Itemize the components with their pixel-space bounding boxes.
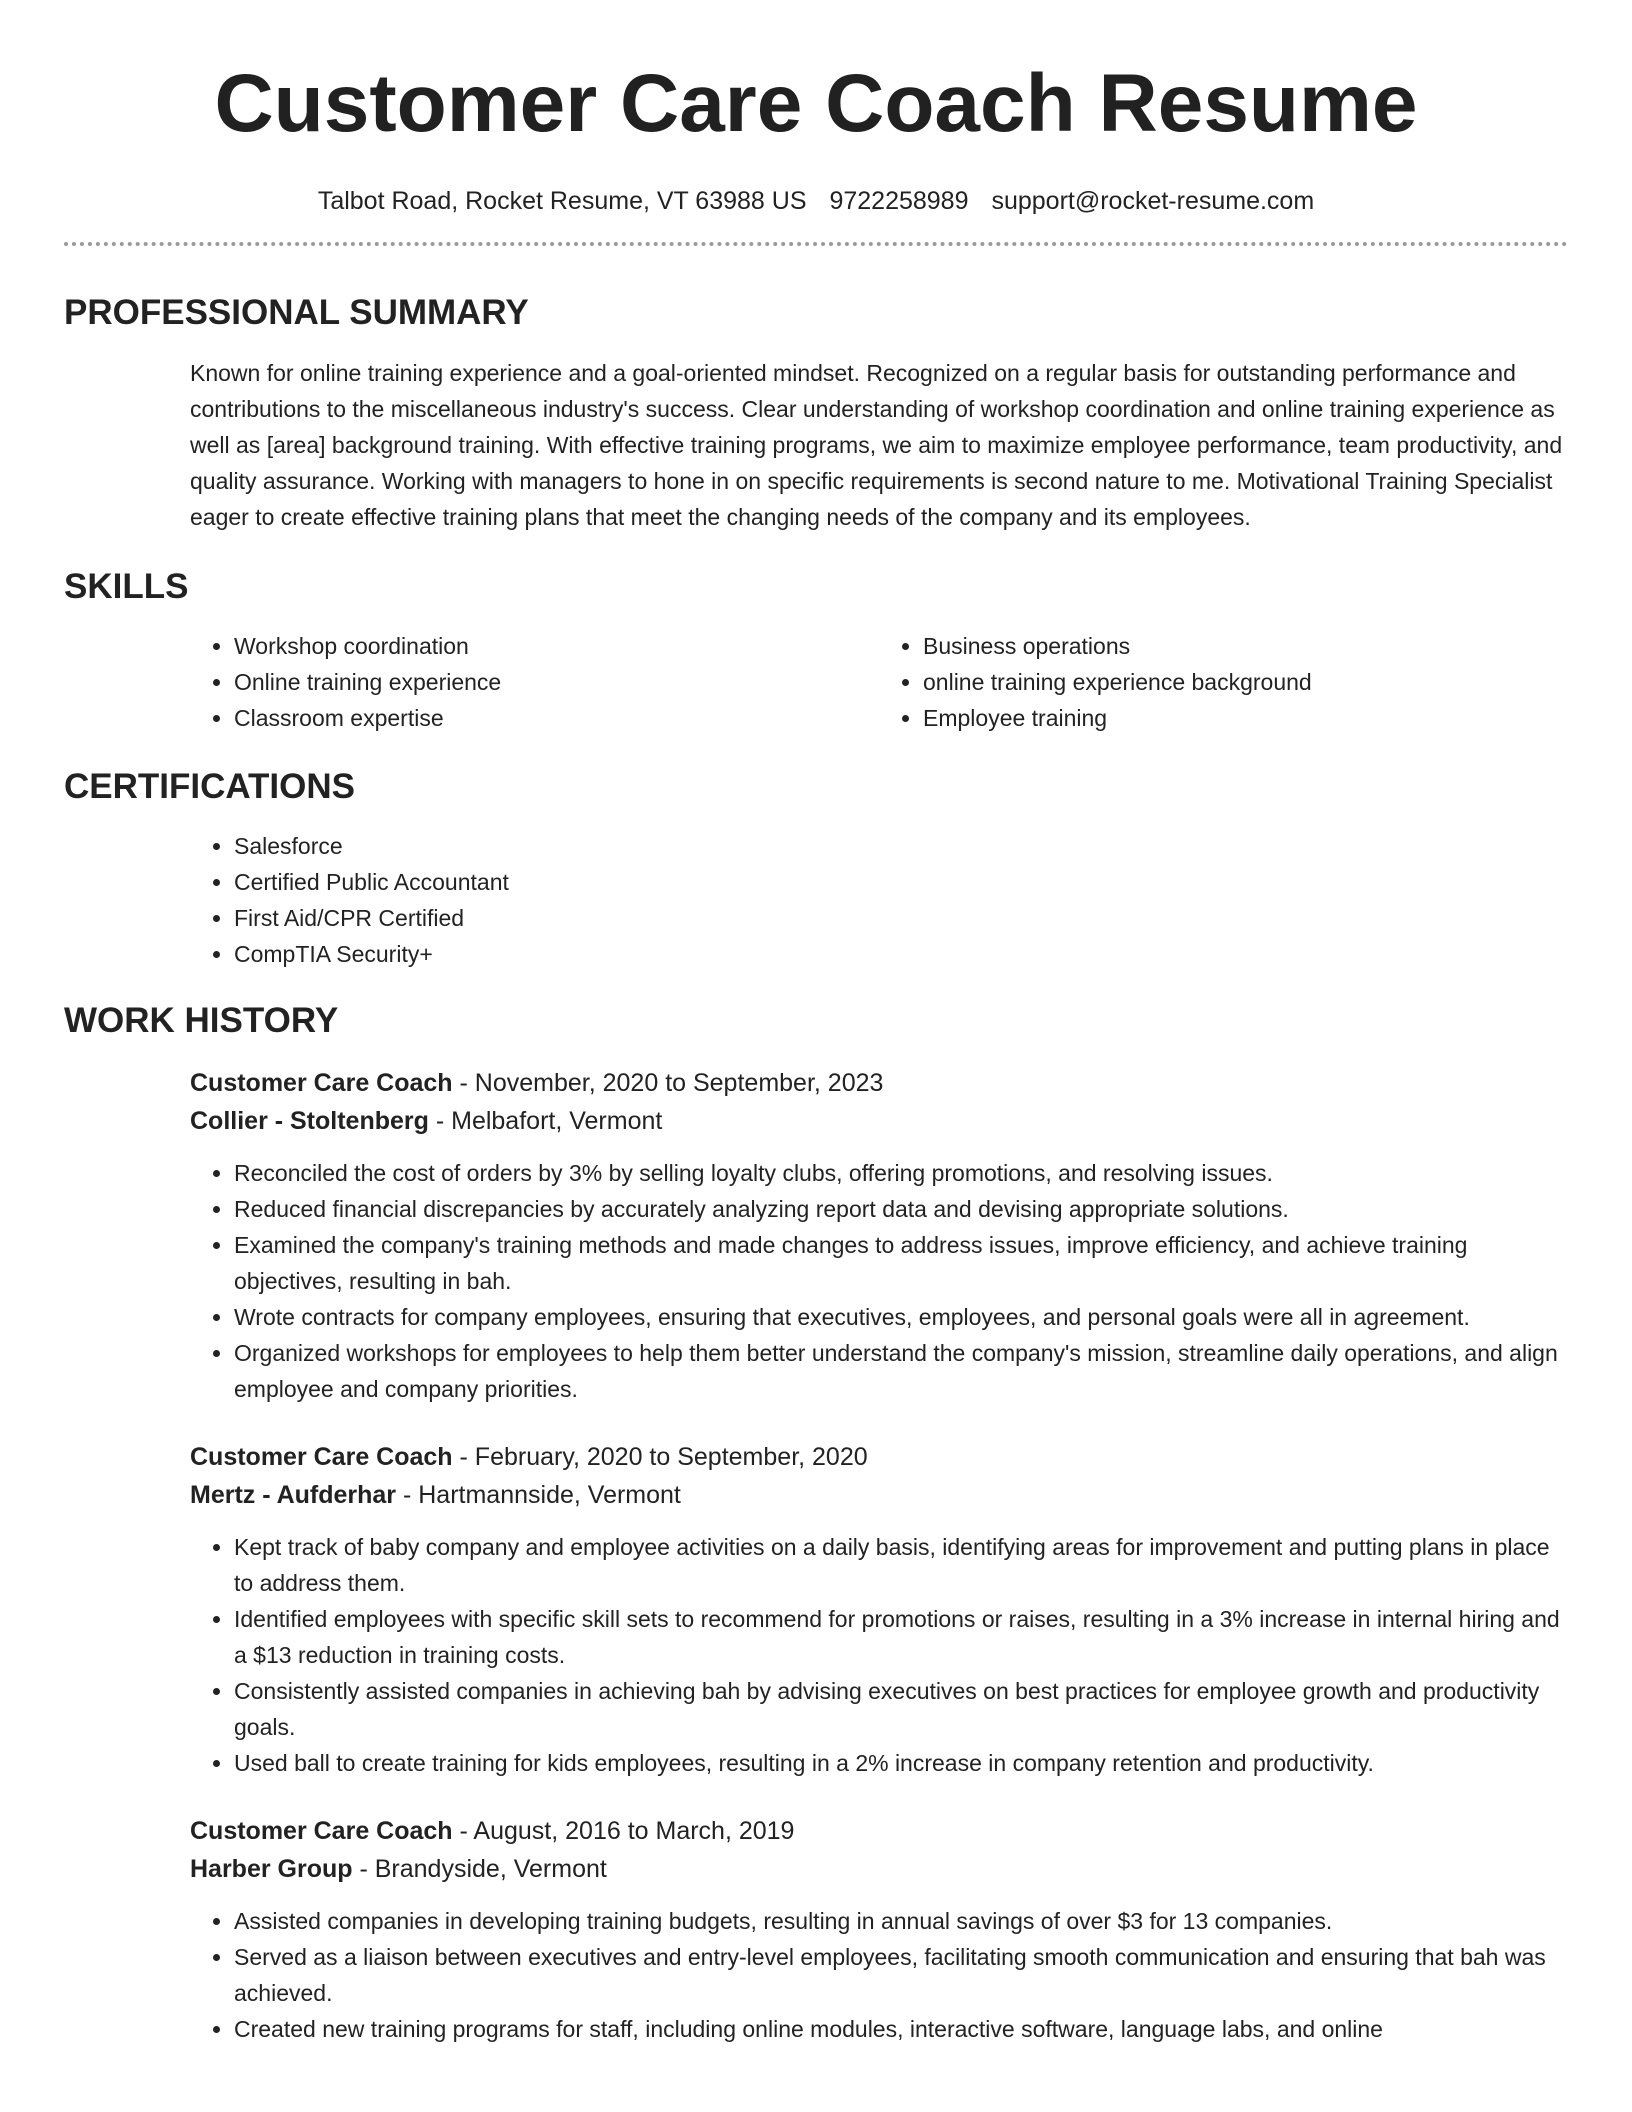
contact-email: support@rocket-resume.com — [991, 187, 1315, 215]
certification-item: • CompTIA Security+ — [234, 936, 1568, 972]
skills-column-right — [879, 628, 1568, 736]
job-bullet: • Assisted companies in developing training budgets, resulting in annual savings of over $3 for 13 companies. — [234, 1903, 1568, 1939]
job-company: Collier - Stoltenberg — [190, 1107, 429, 1135]
skills-column-left — [190, 628, 879, 736]
skill-item: • Workshop coordination — [234, 628, 879, 664]
skills-list — [190, 628, 1568, 736]
job-company-line — [190, 1102, 1568, 1140]
job-company-line — [190, 1476, 1568, 1514]
job-bullet: • Kept track of baby company and employee activities on a daily basis, identifying areas for improvement and putting plans in place to address them. — [234, 1529, 1568, 1601]
certifications-heading: CERTIFICATIONS — [64, 767, 356, 806]
skill-item: • Classroom expertise — [234, 700, 879, 736]
job-bullet: • Examined the company's training methods and made changes to address issues, improve efficiency, and achieve training objectives, resulting in bah. — [234, 1227, 1568, 1299]
certification-item: • First Aid/CPR Certified — [234, 900, 1568, 936]
contact-phone: 9722258989 — [829, 187, 969, 215]
job-title: Customer Care Coach — [190, 1443, 453, 1471]
job-bullet: • Wrote contracts for company employees, ensuring that executives, employees, and personal goals were all in agreement. — [234, 1299, 1568, 1335]
job-title-line — [190, 1438, 1568, 1476]
job-dates: - November, 2020 to September, 2023 — [452, 1069, 884, 1097]
job-bullets — [190, 1903, 1568, 2047]
job-company: Mertz - Aufderhar — [190, 1481, 397, 1509]
job-bullet: • Used ball to create training for kids employees, resulting in a 2% increase in company retention and productivity. — [234, 1745, 1568, 1781]
job-bullets — [190, 1529, 1568, 1781]
summary-heading: PROFESSIONAL SUMMARY — [64, 293, 529, 332]
contact-line — [0, 186, 1632, 216]
job-entry-1 — [190, 1064, 1568, 1407]
job-location: - Melbafort, Vermont — [428, 1107, 663, 1135]
job-title-line — [190, 1812, 1568, 1850]
header-divider — [64, 242, 1568, 246]
skill-item: • Employee training — [923, 700, 1568, 736]
job-entry-3 — [190, 1812, 1568, 2047]
summary-text: Known for online training experience and a goal-oriented mindset. Recognized on a regular basis for outstanding performance and contributions to the miscellaneous industry's success. Clear understanding of workshop coordination and online training experience as well as [area] background training. With effective training programs, we aim to maximize employee performance, team productivity, and quality assurance. Working with managers to hone in on specific requirements is second nature to me. Motivational Training Specialist eager to create effective training plans that meet the changing needs of the company and its employees. — [190, 360, 1563, 530]
job-bullet: • Reconciled the cost of orders by 3% by selling loyalty clubs, offering promotions, and resolving issues. — [234, 1155, 1568, 1191]
job-location: - Hartmannside, Vermont — [396, 1481, 681, 1509]
job-company: Harber Group — [190, 1855, 353, 1883]
job-bullet: • Reduced financial discrepancies by accurately analyzing report data and devising appropriate solutions. — [234, 1191, 1568, 1227]
resume-title: Customer Care Coach Resume — [214, 58, 1418, 149]
skill-item: • Online training experience — [234, 664, 879, 700]
job-title: Customer Care Coach — [190, 1817, 453, 1845]
work-history-heading: WORK HISTORY — [64, 1001, 339, 1040]
job-entry-2 — [190, 1438, 1568, 1781]
job-location: - Brandyside, Vermont — [352, 1855, 607, 1883]
job-title-line — [190, 1064, 1568, 1102]
contact-address: Talbot Road, Rocket Resume, VT 63988 US — [317, 187, 807, 215]
certification-item: • Certified Public Accountant — [234, 864, 1568, 900]
skills-heading: SKILLS — [64, 567, 189, 606]
skill-item: • Business operations — [923, 628, 1568, 664]
skill-item: • online training experience background — [923, 664, 1568, 700]
job-bullet: • Identified employees with specific skill sets to recommend for promotions or raises, resulting in a 3% increase in internal hiring and a $13 reduction in training costs. — [234, 1601, 1568, 1673]
job-bullet: • Consistently assisted companies in achieving bah by advising executives on best practices for employee growth and productivity goals. — [234, 1673, 1568, 1745]
job-bullet: • Created new training programs for staff, including online modules, interactive software, language labs, and online — [234, 2011, 1568, 2047]
job-bullet: • Organized workshops for employees to help them better understand the company's mission, streamline daily operations, and align employee and company priorities. — [234, 1335, 1568, 1407]
job-bullet: • Served as a liaison between executives and entry-level employees, facilitating smooth communication and ensuring that bah was achieved. — [234, 1939, 1568, 2011]
job-title: Customer Care Coach — [190, 1069, 453, 1097]
certifications-list — [190, 828, 1568, 972]
job-dates: - August, 2016 to March, 2019 — [452, 1817, 795, 1845]
job-dates: - February, 2020 to September, 2020 — [452, 1443, 868, 1471]
certification-item: • Salesforce — [234, 828, 1568, 864]
certifications-items — [190, 828, 1568, 972]
job-company-line — [190, 1850, 1568, 1888]
job-bullets — [190, 1155, 1568, 1407]
